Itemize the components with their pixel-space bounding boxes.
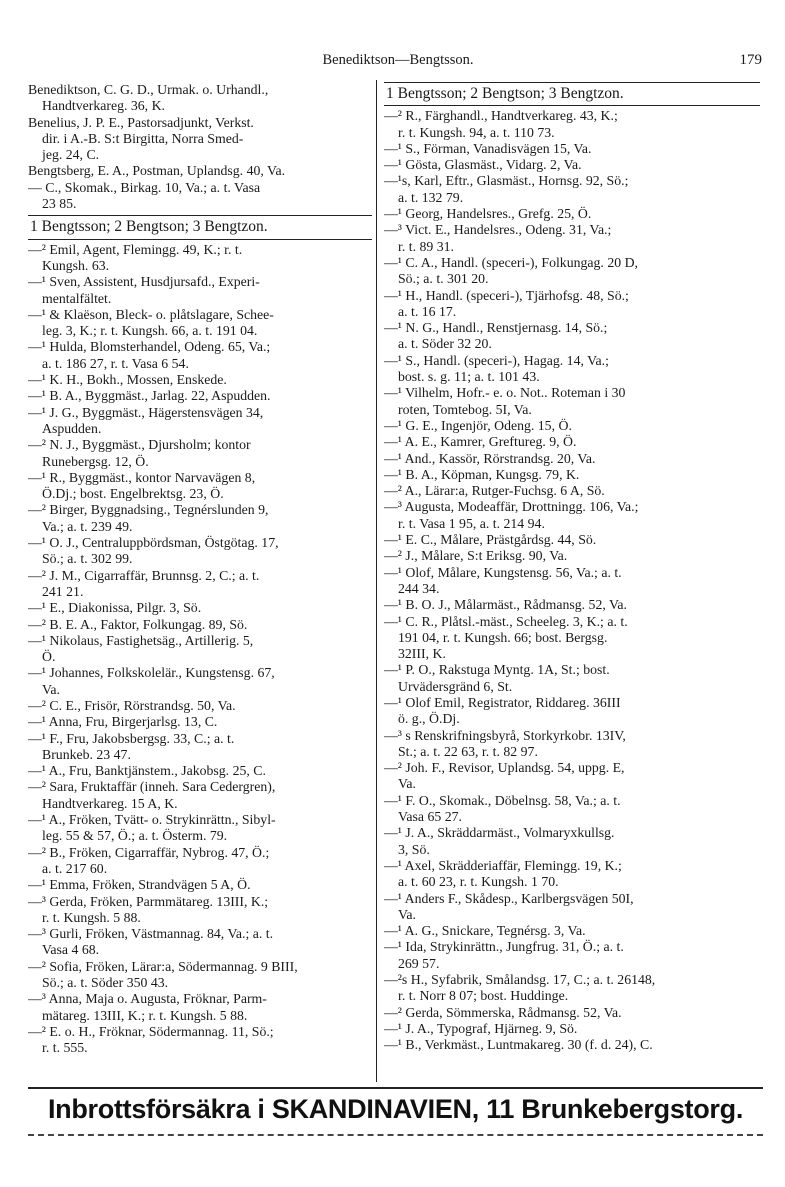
directory-entry: —³ Gerda, Fröken, Parmmätareg. 13III, K.; bbox=[28, 893, 269, 909]
directory-entry: —³ Anna, Maja o. Augusta, Fröknar, Parm- bbox=[28, 991, 267, 1007]
directory-entry: —¹ Olof Emil, Registrator, Riddareg. 36III bbox=[384, 694, 621, 710]
entry-continuation: mätareg. 13III, K.; r. t. Kungsh. 5 88. bbox=[42, 1007, 248, 1023]
directory-entry: —¹ N. G., Handl., Renstjernasg. 14, Sö.; bbox=[384, 320, 608, 336]
entry-continuation: 269 57. bbox=[398, 955, 440, 971]
entry-continuation: roten, Tomtebog. 5I, Va. bbox=[398, 401, 532, 417]
entry-continuation: r. t. Kungsh. 94, a. t. 110 73. bbox=[398, 124, 555, 140]
directory-entry: —² C. E., Frisör, Rörstrandsg. 50, Va. bbox=[28, 697, 236, 713]
section-heading: 1 Bengtsson; 2 Bengtson; 3 Bengtzon. bbox=[384, 82, 760, 106]
directory-entry: —³ s Renskrifningsbyrå, Storkyrkobr. 13IV, bbox=[384, 727, 626, 743]
entry-continuation: a. t. Söder 32 20. bbox=[398, 336, 492, 352]
directory-entry: —² A., Lärar:a, Rutger-Fuchsg. 6 A, Sö. bbox=[384, 483, 605, 499]
entry-continuation: mentalfältet. bbox=[42, 290, 112, 306]
entry-continuation: Vasa 65 27. bbox=[398, 809, 462, 825]
directory-entry: —¹ J. G., Byggmäst., Hägerstensvägen 34, bbox=[28, 404, 264, 420]
directory-entry: —¹ Anders F., Skådesp., Karlbergsvägen 50I, bbox=[384, 890, 634, 906]
directory-entry: —¹ B., Verkmäst., Luntmakareg. 30 (f. d. 24), C. bbox=[384, 1037, 653, 1053]
entry-continuation: Sö.; a. t. Söder 350 43. bbox=[42, 975, 169, 991]
entry-continuation: Va. bbox=[398, 776, 417, 792]
directory-entry: —¹ A. E., Kamrer, Greftureg. 9, Ö. bbox=[384, 434, 577, 450]
entry-continuation: Urvädersgränd 6, St. bbox=[398, 678, 513, 694]
column-divider bbox=[376, 80, 377, 1082]
directory-entry: —²s H., Syfabrik, Smålandsg. 17, C.; a. t. 26148, bbox=[384, 972, 656, 988]
entry-continuation: 241 21. bbox=[42, 583, 84, 599]
directory-entry: —¹ Nikolaus, Fastighetsäg., Artillerig. 5, bbox=[28, 632, 254, 648]
entry-continuation: Brunkeb. 23 47. bbox=[42, 746, 131, 762]
directory-entry: —¹ Ida, Strykinrättn., Jungfrug. 31, Ö.; a. t. bbox=[384, 939, 624, 955]
directory-entry: —¹s, Karl, Eftr., Glasmäst., Hornsg. 92, Sö.; bbox=[384, 173, 629, 189]
entry-continuation: leg. 55 & 57, Ö.; a. t. Österm. 79. bbox=[42, 828, 228, 844]
entry-continuation: Runebergsg. 12, Ö. bbox=[42, 453, 149, 469]
directory-entry: —¹ B. O. J., Målarmäst., Rådmansg. 52, Va. bbox=[384, 597, 628, 613]
entry-continuation: jeg. 24, C. bbox=[42, 147, 100, 163]
directory-entry: —² Sara, Fruktaffär (inneh. Sara Cedergren), bbox=[28, 779, 276, 795]
directory-entry: —² R., Färghandl., Handtverkareg. 43, K.; bbox=[384, 108, 618, 124]
entry-continuation: Kungsh. 63. bbox=[42, 257, 110, 273]
advertisement-banner: Inbrottsförsäkra i SKANDINAVIEN, 11 Brunkebergstorg. bbox=[47, 1094, 744, 1124]
directory-entry: —¹ R., Byggmäst., kontor Narvavägen 8, bbox=[28, 469, 256, 485]
directory-entry: — C., Skomak., Birkag. 10, Va.; a. t. Vasa bbox=[28, 179, 261, 195]
entry-continuation: a. t. 60 23, r. t. Kungsh. 1 70. bbox=[398, 874, 559, 890]
entry-continuation: 244 34. bbox=[398, 580, 440, 596]
directory-entry: —¹ And., Kassör, Rörstrandsg. 20, Va. bbox=[384, 450, 596, 466]
entry-continuation: Handtverkareg. 15 A, K. bbox=[42, 795, 178, 811]
directory-entry: —¹ Sven, Assistent, Husdjursafd., Experi- bbox=[28, 274, 260, 290]
entry-continuation: r. t. Kungsh. 5 88. bbox=[42, 909, 141, 925]
directory-entry: —¹ & Klaëson, Bleck- o. plåtslagare, Schee- bbox=[28, 306, 274, 322]
directory-entry: —¹ P. O., Rakstuga Myntg. 1A, St.; bost. bbox=[384, 662, 610, 678]
directory-entry: —¹ E., Diakonissa, Pilgr. 3, Sö. bbox=[28, 600, 202, 616]
directory-entry: —¹ S., Förman, Vanadisvägen 15, Va. bbox=[384, 140, 592, 156]
directory-entry: —¹ A. G., Snickare, Tegnérsg. 3, Va. bbox=[384, 923, 586, 939]
entry-continuation: ö. g., Ö.Dj. bbox=[398, 711, 460, 727]
entry-continuation: Sö.; a. t. 301 20. bbox=[398, 271, 489, 287]
directory-entry: —¹ Axel, Skrädderiaffär, Flemingg. 19, K.; bbox=[384, 857, 622, 873]
entry-continuation: a. t. 16 17. bbox=[398, 303, 457, 319]
directory-entry: —³ Augusta, Modeaffär, Drottningg. 106, Va.; bbox=[384, 499, 639, 515]
entry-continuation: St.; a. t. 22 63, r. t. 82 97. bbox=[398, 743, 538, 759]
directory-entry: —¹ S., Handl. (speceri-), Hagag. 14, Va.; bbox=[384, 352, 609, 368]
directory-entry: —² Emil, Agent, Flemingg. 49, K.; r. t. bbox=[28, 241, 243, 257]
right-column bbox=[384, 82, 760, 1054]
section-heading: 1 Bengtsson; 2 Bengtson; 3 Bengtzon. bbox=[28, 215, 372, 239]
directory-entry: —¹ A., Fru, Banktjänstem., Jakobsg. 25, C. bbox=[28, 763, 266, 779]
directory-entry: —¹ J. A., Typograf, Hjärneg. 9, Sö. bbox=[384, 1020, 578, 1036]
directory-entry: —² B., Fröken, Cigarraffär, Nybrog. 47, Ö.; bbox=[28, 844, 270, 860]
directory-entry: —¹ Hulda, Blomsterhandel, Odeng. 65, Va.; bbox=[28, 339, 271, 355]
directory-entry: Bengtsberg, E. A., Postman, Uplandsg. 40, Va. bbox=[28, 163, 286, 179]
entry-continuation: Sö.; a. t. 302 99. bbox=[42, 551, 133, 567]
entry-continuation: r. t. 555. bbox=[42, 1040, 88, 1056]
entry-continuation: Ö. bbox=[42, 649, 56, 665]
directory-entry: —¹ H., Handl. (speceri-), Tjärhofsg. 48, Sö.; bbox=[384, 287, 629, 303]
entry-continuation: a. t. 132 79. bbox=[398, 189, 464, 205]
directory-entry: —² Joh. F., Revisor, Uplandsg. 54, uppg. E, bbox=[384, 760, 625, 776]
advertisement-underline bbox=[28, 1134, 763, 1136]
running-title: Benediktson—Bengtsson. bbox=[322, 52, 474, 68]
directory-entry: —³ Gurli, Fröken, Västmannag. 84, Va.; a. t. bbox=[28, 926, 274, 942]
directory-entry: —¹ B. A., Byggmäst., Jarlag. 22, Aspudden. bbox=[28, 388, 271, 404]
directory-entry: —¹ E. C., Målare, Prästgårdsg. 44, Sö. bbox=[384, 532, 597, 548]
directory-entry: —² Birger, Byggnadsing., Tegnérslunden 9, bbox=[28, 502, 269, 518]
entry-continuation: Vasa 4 68. bbox=[42, 942, 100, 958]
entry-continuation: dir. i A.-B. S:t Birgitta, Norra Smed- bbox=[42, 130, 244, 146]
entry-continuation: Handtverkareg. 36, K. bbox=[42, 98, 165, 114]
directory-entry: —² J., Målare, S:t Eriksg. 90, Va. bbox=[384, 548, 568, 564]
directory-entry: —¹ O. J., Centraluppbördsman, Östgötag. 17, bbox=[28, 535, 279, 551]
entry-continuation: 23 85. bbox=[42, 196, 77, 212]
directory-entry: —¹ Anna, Fru, Birgerjarlsg. 13, C. bbox=[28, 714, 218, 730]
directory-entry: —¹ Emma, Fröken, Strandvägen 5 A, Ö. bbox=[28, 877, 251, 893]
left-column bbox=[28, 82, 372, 1057]
directory-entry: —² N. J., Byggmäst., Djursholm; kontor bbox=[28, 437, 251, 453]
entry-continuation: bost. s. g. 11; a. t. 101 43. bbox=[398, 369, 540, 385]
directory-entry: —² Sofia, Fröken, Lärar:a, Södermannag. 9 BIII, bbox=[28, 958, 298, 974]
directory-entry: —¹ A., Fröken, Tvätt- o. Strykinrättn., Sibyl- bbox=[28, 812, 276, 828]
entry-continuation: a. t. 186 27, r. t. Vasa 6 54. bbox=[42, 355, 189, 371]
footer-rule bbox=[28, 1087, 763, 1089]
directory-entry: —² E. o. H., Fröknar, Södermannag. 11, Sö.; bbox=[28, 1023, 274, 1039]
directory-entry: Benelius, J. P. E., Pastorsadjunkt, Verkst. bbox=[28, 114, 254, 130]
entry-continuation: 32III, K. bbox=[398, 646, 446, 662]
directory-entry: —¹ J. A., Skräddarmäst., Volmaryxkullsg. bbox=[384, 825, 615, 841]
entry-continuation: r. t. Vasa 1 95, a. t. 214 94. bbox=[398, 515, 545, 531]
directory-entry: —¹ Georg, Handelsres., Grefg. 25, Ö. bbox=[384, 206, 592, 222]
directory-entry: —¹ K. H., Bokh., Mossen, Enskede. bbox=[28, 372, 227, 388]
directory-entry: —² B. E. A., Faktor, Folkungag. 89, Sö. bbox=[28, 616, 248, 632]
entry-continuation: Ö.Dj.; bost. Engelbrektsg. 23, Ö. bbox=[42, 486, 224, 502]
entry-continuation: Aspudden. bbox=[42, 420, 102, 436]
entry-continuation: Va. bbox=[398, 906, 417, 922]
directory-entry: —¹ Johannes, Folkskolelär., Kungstensg. 67, bbox=[28, 665, 275, 681]
directory-entry: —¹ C. A., Handl. (speceri-), Folkungag. 20 D, bbox=[384, 254, 638, 270]
directory-entry: —¹ Gösta, Glasmäst., Vidarg. 2, Va. bbox=[384, 157, 582, 173]
directory-entry: —³ Vict. E., Handelsres., Odeng. 31, Va.; bbox=[384, 222, 612, 238]
entry-continuation: Va. bbox=[42, 681, 61, 697]
directory-entry: —¹ F., Fru, Jakobsbergsg. 33, C.; a. t. bbox=[28, 730, 235, 746]
directory-entry: —¹ C. R., Plåtsl.-mäst., Scheeleg. 3, K.; a. t. bbox=[384, 613, 628, 629]
entry-continuation: r. t. Norr 8 07; bost. Huddinge. bbox=[398, 988, 569, 1004]
directory-entry: —² J. M., Cigarraffär, Brunnsg. 2, C.; a. t. bbox=[28, 567, 260, 583]
entry-continuation: r. t. 89 31. bbox=[398, 238, 454, 254]
entry-continuation: 3, Sö. bbox=[398, 841, 430, 857]
directory-entry: Benediktson, C. G. D., Urmak. o. Urhandl., bbox=[28, 82, 269, 97]
directory-entry: —¹ B. A., Köpman, Kungsg. 79, K. bbox=[384, 466, 580, 482]
page-number: 179 bbox=[739, 52, 762, 68]
directory-entry: —¹ G. E., Ingenjör, Odeng. 15, Ö. bbox=[384, 417, 572, 433]
directory-entry: —¹ Vilhelm, Hofr.- e. o. Not.. Roteman i 30 bbox=[384, 385, 626, 401]
entry-continuation: a. t. 217 60. bbox=[42, 860, 108, 876]
entry-continuation: 191 04, r. t. Kungsh. 66; bost. Bergsg. bbox=[398, 629, 608, 645]
page-header bbox=[28, 48, 768, 74]
directory-entry: —¹ Olof, Målare, Kungstensg. 56, Va.; a. t. bbox=[384, 564, 622, 580]
entry-continuation: Va.; a. t. 239 49. bbox=[42, 518, 133, 534]
directory-entry: —² Gerda, Sömmerska, Rådmansg. 52, Va. bbox=[384, 1004, 622, 1020]
entry-continuation: leg. 3, K.; r. t. Kungsh. 66, a. t. 191 04. bbox=[42, 323, 258, 339]
directory-entry: —¹ F. O., Skomak., Döbelnsg. 58, Va.; a. t. bbox=[384, 792, 621, 808]
